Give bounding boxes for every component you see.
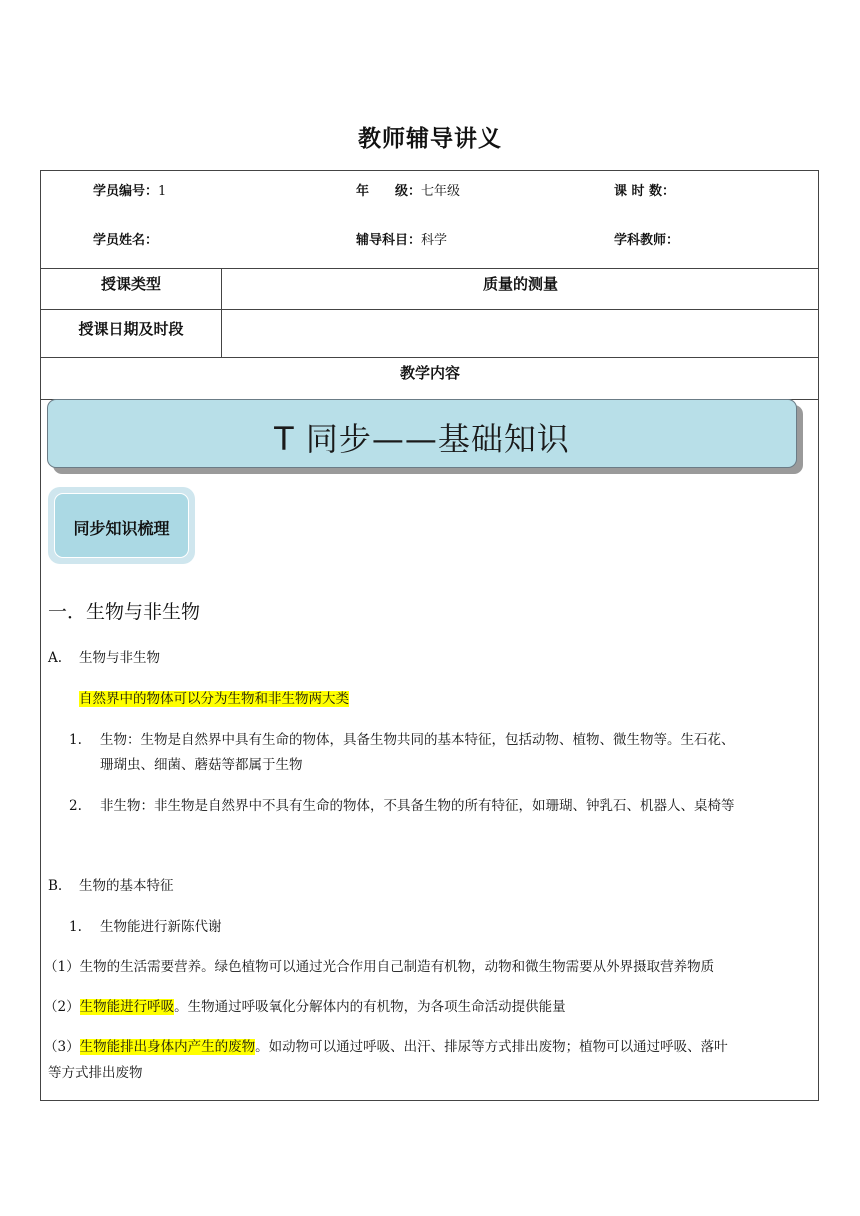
paragraph-prefix: （3）	[44, 1039, 80, 1055]
paragraph-continuation: 等方式排出废物	[48, 1065, 143, 1081]
subsection-b-text: 生物的基本特征	[79, 878, 174, 894]
list-item-continuation: 珊瑚虫、细菌、蘑菇等都属于生物	[100, 757, 303, 773]
subject-label: 辅导科目：	[356, 233, 422, 248]
table-divider	[40, 309, 819, 310]
subsection-b-marker: B.	[48, 878, 63, 894]
subsection-b-title	[48, 873, 174, 899]
lesson-type-value: 质量的测量	[482, 275, 558, 293]
student-id-value: 1	[158, 184, 167, 199]
list-item	[69, 727, 735, 753]
student-name-label: 学员姓名：	[93, 233, 159, 248]
highlight-text: 生物能排出身体内产生的废物	[79, 1039, 256, 1055]
banner-title: T 同步——基础知识	[274, 420, 570, 458]
knowledge-badge	[48, 487, 195, 564]
grade-value: 七年级	[421, 184, 461, 199]
list-item-text: 生物：生物是自然界中具有生命的物体，具备生物共同的基本特征，包括动物、植物、微生物等。生石花、	[100, 732, 735, 748]
list-item-text: 非生物：非生物是自然界中不具有生命的物体，不具备生物的所有特征，如珊瑚、钟乳石、机器人、桌椅等	[100, 798, 735, 814]
subsection-a-text: 生物与非生物	[79, 650, 160, 666]
document-title: 教师辅导讲义	[358, 126, 502, 152]
lesson-hours	[614, 180, 675, 199]
paragraph	[44, 1034, 728, 1060]
list-item	[69, 793, 735, 819]
student-id	[93, 180, 166, 199]
list-item	[69, 914, 222, 940]
section-banner	[47, 399, 797, 468]
list-item-number: 2.	[69, 798, 82, 814]
badge-label: 同步知识梳理	[73, 519, 170, 538]
list-item-number: 1.	[69, 919, 82, 935]
grade-label: 年 级：	[356, 184, 422, 199]
teacher	[614, 229, 679, 248]
paragraph-text: 。生物通过呼吸氧化分解体内的有机物，为各项生命活动提供能量	[174, 999, 566, 1015]
section-heading: 一．生物与非生物	[48, 601, 201, 623]
paragraph	[44, 994, 566, 1020]
paragraph-prefix: （2）	[44, 999, 80, 1015]
student-id-label: 学员编号：	[93, 184, 159, 199]
subsection-a-title	[48, 645, 160, 671]
highlight-text: 自然界中的物体可以分为生物和非生物两大类	[79, 691, 349, 707]
table-divider	[40, 268, 819, 269]
hours-label: 课 时 数：	[614, 184, 676, 199]
lesson-type-label: 授课类型	[100, 275, 161, 293]
subsection-a-marker: A.	[48, 650, 63, 666]
student-name	[93, 229, 158, 248]
subject	[356, 229, 447, 248]
highlight-statement	[79, 686, 349, 712]
list-item-text: 生物能进行新陈代谢	[100, 919, 222, 935]
list-item-number: 1.	[69, 732, 82, 748]
grade	[356, 180, 460, 199]
subject-value: 科学	[421, 233, 448, 248]
teacher-label: 学科教师：	[614, 233, 680, 248]
knowledge-badge-inner	[54, 493, 189, 558]
highlight-text: 生物能进行呼吸	[79, 999, 175, 1015]
paragraph: （1）生物的生活需要营养。绿色植物可以通过光合作用自己制造有机物，动物和微生物需要从外界摄取营养物质	[44, 959, 715, 975]
teaching-content-header: 教学内容	[399, 364, 460, 382]
paragraph-text: 。如动物可以通过呼吸、出汗、排尿等方式排出废物；植物可以通过呼吸、落叶	[255, 1039, 728, 1055]
lesson-date-label: 授课日期及时段	[78, 320, 184, 338]
table-divider	[40, 357, 819, 358]
